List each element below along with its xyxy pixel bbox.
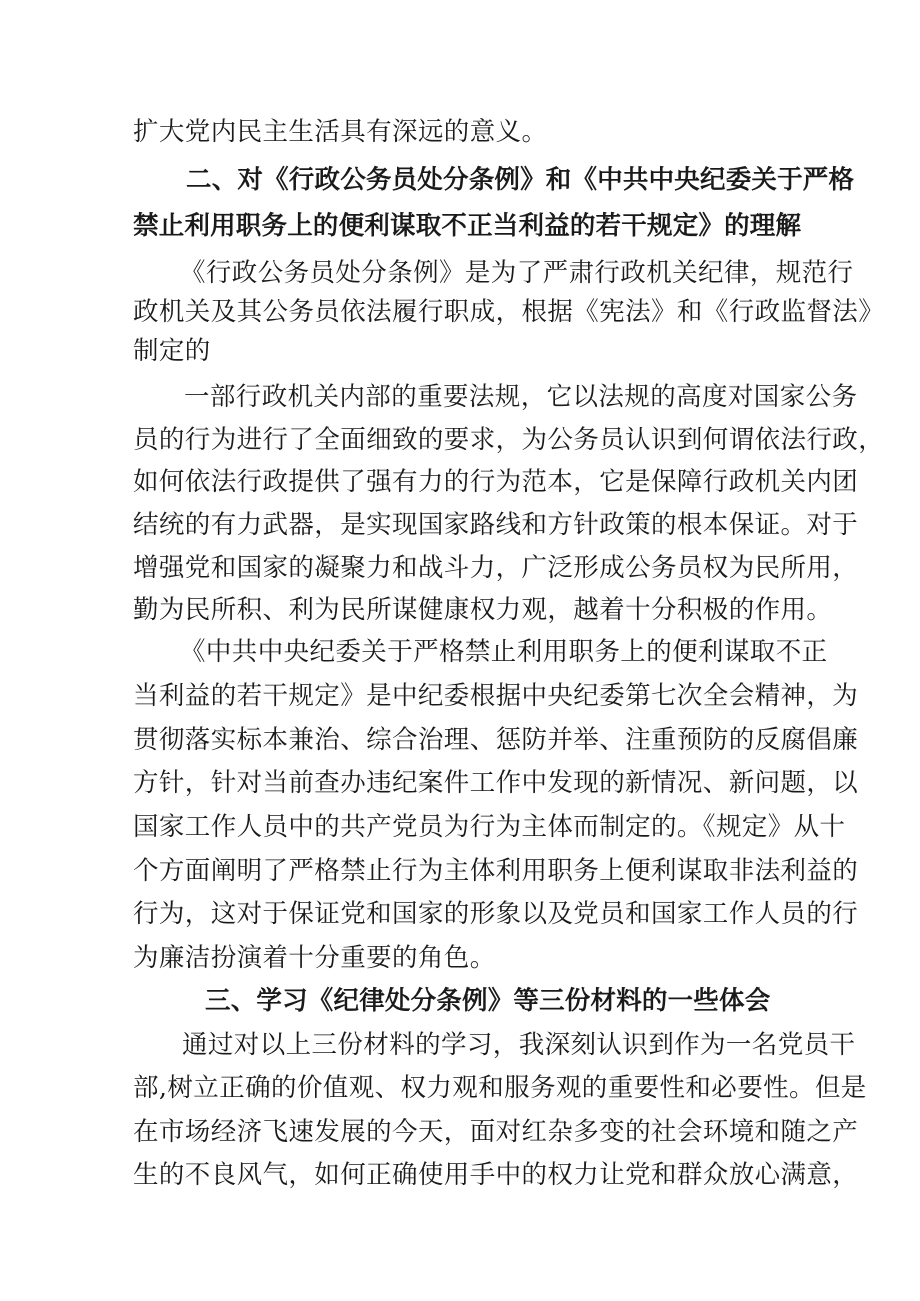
paragraph-line: 一部行政机关内部的重要法规，它以法规的高度对国家公务 — [184, 382, 858, 412]
paragraph-line: 制定的 — [133, 336, 211, 366]
paragraph-line: 为廉洁扮演着十分重要的角色。 — [133, 943, 496, 973]
paragraph-line: 通过对以上三份材料的学习，我深刻认识到作为一名党员干 — [182, 1030, 856, 1060]
section-heading-3: 三、学习《纪律处分条例》等三份材料的一些体会 — [205, 986, 771, 1016]
paragraph-line: 个方面阐明了严格禁止行为主体利用职务上便利谋取非法利益的 — [133, 856, 859, 886]
paragraph-line: 《行政公务员处分条例》是为了严肃行政机关纪律，规范行 — [180, 258, 854, 288]
paragraph-line: 员的行为进行了全面细致的要求，为公务员认识到何谓依法行政， — [133, 425, 885, 455]
paragraph-line: 增强党和国家的凝聚力和战斗力，广泛形成公务员权为民所用， — [133, 553, 859, 583]
paragraph-line: 国家工作人员中的共产党员为行为主体而制定的。《规定》从十 — [133, 812, 846, 842]
section-heading-2-line-2: 禁止利用职务上的便利谋取不正当利益的若干规定》的理解 — [133, 211, 802, 241]
paragraph-line: 生的不良风气，如何正确使用手中的权力让党和群众放心满意， — [133, 1160, 859, 1190]
paragraph-line: 如何依法行政提供了强有力的行为范本，它是保障行政机关内团 — [133, 467, 859, 497]
paragraph-line: 当利益的若干规定》是中纪委根据中央纪委第七次全会精神，为 — [133, 681, 859, 711]
paragraph-line: 勤为民所积、利为民所谋健康权力观，越着十分积极的作用。 — [133, 595, 833, 625]
paragraph-line: 结统的有力武器，是实现国家路线和方针政策的根本保证。对于 — [133, 510, 859, 540]
paragraph-line: 扩大党内民主生活具有深远的意义。 — [133, 117, 548, 147]
paragraph-line: 政机关及其公务员依法履行职成，根据《宪法》和《行政监督法》 — [133, 297, 885, 327]
paragraph-line: 在市场经济飞速发展的今天，面对红杂多变的社会环境和随之产 — [133, 1117, 859, 1147]
paragraph-line: 贯彻落实标本兼治、综合治理、惩防并举、注重预防的反腐倡廉 — [133, 725, 859, 755]
paragraph-line: 方针，针对当前查办违纪案件工作中发现的新情况、新问题，以 — [133, 768, 859, 798]
paragraph-line: 行为，这对于保证党和国家的形象以及党员和国家工作人员的行 — [133, 899, 859, 929]
paragraph-line: 部,树立正确的价值观、权力观和服务观的重要性和必要性。但是 — [133, 1073, 867, 1103]
section-heading-2-line-1: 二、对《行政公务员处分条例》和《中共中央纪委关于严格 — [186, 165, 855, 195]
paragraph-line: 《中共中央纪委关于严格禁止利用职务上的便利谋取不正 — [180, 637, 828, 667]
